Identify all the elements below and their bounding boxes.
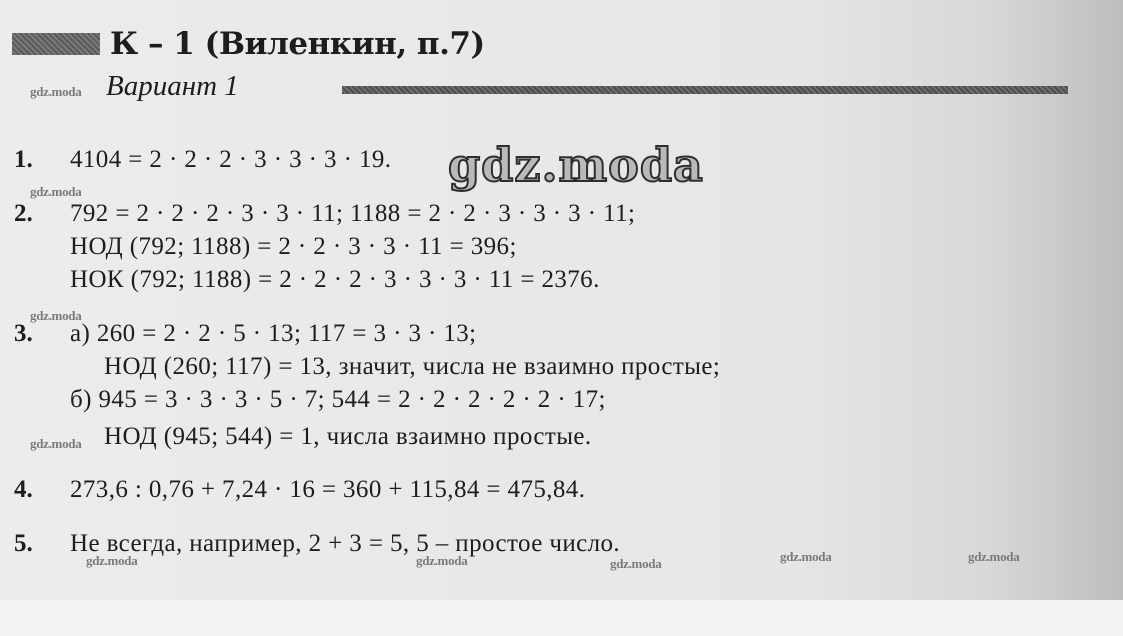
task-3-line-2: НОД (260; 117) = 13, значит, числа не взаимно простые;	[104, 353, 721, 380]
watermark-text: gdz.moda	[780, 549, 832, 564]
task-1-line-1: 4104 = 2 · 2 · 2 · 3 · 3 · 3 · 19.	[70, 146, 392, 173]
task-2-line-1: 792 = 2 · 2 · 2 · 3 · 3 · 11; 1188 = 2 · 2 · 3 · 3 · 3 · 11;	[70, 200, 636, 227]
watermark-text: gdz.moda	[30, 308, 82, 323]
watermark-text: gdz.moda	[86, 553, 138, 568]
task-4-number: 4.	[14, 476, 33, 503]
watermark-logo: gdz.moda	[448, 138, 704, 192]
task-2-line-3: НОК (792; 1188) = 2 · 2 · 2 · 3 · 3 · 3 · 11 = 2376.	[70, 266, 600, 293]
variant-label: Вариант 1	[106, 70, 239, 102]
watermark-text: gdz.moda	[968, 549, 1020, 564]
task-5-number: 5.	[14, 530, 33, 557]
task-1-number: 1.	[14, 146, 33, 173]
section-title: К – 1 (Виленкин, п.7)	[110, 26, 485, 62]
task-2-number: 2.	[14, 200, 33, 227]
watermark-text: gdz.moda	[610, 556, 662, 571]
task-5-line-1: Не всегда, например, 2 + 3 = 5, 5 – простое число.	[70, 530, 621, 557]
header-marker-block	[12, 33, 100, 55]
task-3-number: 3.	[14, 320, 33, 347]
task-3-line-3: б) 945 = 3 · 3 · 3 · 5 · 7; 544 = 2 · 2 · 2 · 2 · 2 · 17;	[70, 386, 606, 413]
task-3-line-1: а) 260 = 2 · 2 · 5 · 13; 117 = 3 · 3 · 13;	[70, 320, 477, 347]
watermark-text: gdz.moda	[30, 436, 82, 451]
watermark-text: gdz.moda	[30, 184, 82, 199]
watermark-text: gdz.moda	[416, 553, 468, 568]
variant-divider	[342, 86, 1068, 94]
task-2-line-2: НОД (792; 1188) = 2 · 2 · 3 · 3 · 11 = 396;	[70, 233, 517, 260]
watermark-text: gdz.moda	[30, 84, 82, 99]
task-4-line-1: 273,6 : 0,76 + 7,24 · 16 = 360 + 115,84 = 475,84.	[70, 476, 586, 503]
task-3-line-4: НОД (945; 544) = 1, числа взаимно простые.	[104, 423, 592, 450]
page-bottom-margin	[0, 600, 1123, 636]
